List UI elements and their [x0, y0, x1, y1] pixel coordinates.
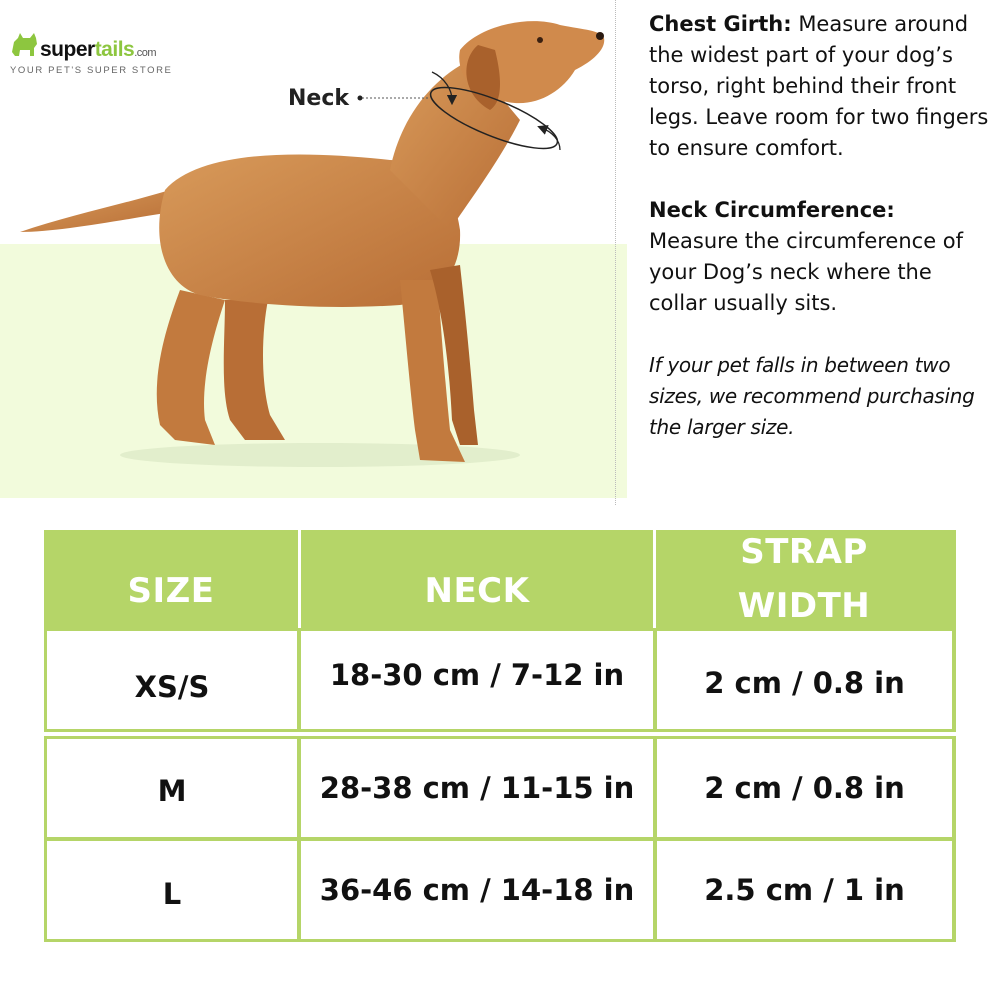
header-size: SIZE [127, 571, 215, 611]
size-cell: L [47, 841, 297, 939]
strap-width-cell: 2 cm / 0.8 in [657, 739, 952, 837]
neck-circumference-paragraph [649, 195, 994, 319]
brand-name: supertails.com [40, 38, 157, 61]
table-row [44, 736, 956, 840]
table-row [44, 628, 956, 732]
chest-girth-title: Chest Girth: [649, 12, 792, 36]
neck-circumference-text: Measure the circumference of your Dog’s neck where the collar usually sits. [649, 229, 964, 315]
brand-tagline: YOUR PET'S SUPER STORE [10, 65, 173, 76]
header-strap-width: STRAP WIDTH [737, 532, 871, 626]
table-row [44, 838, 956, 942]
measurement-instructions [649, 9, 994, 474]
size-cell: M [47, 739, 297, 837]
strap-width-cell: 2.5 cm / 1 in [657, 841, 952, 939]
neck-label: Neck [288, 86, 350, 111]
neck-cell: 36-46 cm / 14-18 in [301, 841, 653, 939]
chest-girth-paragraph [649, 9, 994, 164]
puppy-illustration [0, 0, 640, 500]
strap-width-cell: 2 cm / 0.8 in [657, 631, 952, 729]
chest-girth-text: Measure around the widest part of your dog’s torso, right behind their front legs. Leave room for two fingers to ensure comfort. [649, 12, 989, 160]
header-separator [653, 530, 656, 628]
size-cell: XS/S [47, 631, 297, 729]
neck-cell: 18-30 cm / 7-12 in [301, 631, 653, 729]
neck-circumference-title: Neck Circumference: [649, 198, 895, 222]
table-header [44, 530, 956, 628]
header-neck: NECK [424, 571, 530, 611]
size-note: If your pet falls in between two sizes, we recommend purchasing the larger size. [649, 353, 975, 439]
neck-cell: 28-38 cm / 11-15 in [301, 739, 653, 837]
